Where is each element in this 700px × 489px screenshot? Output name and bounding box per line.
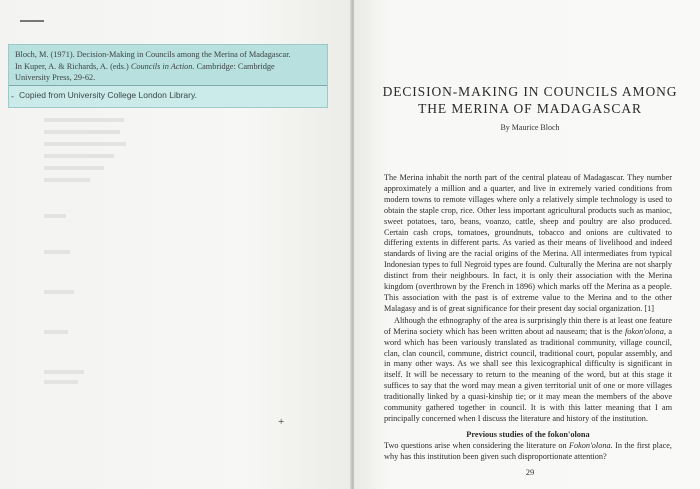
show-through-text: [44, 166, 104, 170]
article-body: [384, 173, 672, 425]
term-fokonolona-2: Fokon'olona.: [568, 441, 613, 450]
show-through-text: [44, 178, 90, 182]
citation-line-1: Bloch, M. (1971). Decision-Making in Councils among the Merina of Madagascar.: [15, 50, 291, 59]
page-number: 29: [525, 467, 535, 477]
dash-mark: -: [11, 91, 14, 101]
show-through-text: [44, 142, 126, 146]
show-through-text: [44, 214, 66, 218]
citation-label: [8, 44, 328, 108]
paragraph-3: [384, 441, 672, 463]
paragraph-3-rest: In the first place, why has this institution been given such disproportionate attention?: [384, 441, 672, 461]
paragraph-2-rest: , a word which has been variously translated as traditional community, village council, clan, clan council, commune, district council, traditional court, popular assembly, and in many other ways. As we shall see this lexicographical difficulty is significant in itself. It will be necessary to return to the meaning of the word, but at this stage it suffices to say that the word may mean a given territorial unit of one or more villages traditionally linked by a quasi-kinship tie; or it may mean the members of the above community gathered together in council. It is with this latter meaning that I am principally concerned when I discuss the literature and history of the institution.: [384, 326, 672, 423]
citation-editors: In Kuper, A. & Richards, A. (eds.): [15, 62, 131, 71]
paragraph-2-start: Although the ethnography of the area is surprisingly thin there is at least one feature of Merina society which has been written about ad nauseam; that is the: [384, 315, 672, 336]
paragraph-3-start: Two questions arise when considering the literature on: [384, 441, 569, 450]
show-through-text: [44, 250, 70, 254]
show-through-text: [44, 380, 78, 384]
show-through-text: [44, 290, 74, 294]
citation-publisher: Cambridge: Cambridge: [194, 62, 275, 71]
show-through-text: [44, 118, 124, 122]
article-byline: By Maurice Bloch: [500, 123, 560, 132]
article-title-line-2: THE MERINA OF MADAGASCAR: [418, 101, 642, 116]
term-fokonolona: fokon'olona: [624, 326, 664, 336]
show-through-text: [44, 130, 120, 134]
article-title-line-1: DECISION-MAKING IN COUNCILS AMONG: [382, 84, 678, 99]
show-through-text: [44, 154, 114, 158]
copied-from-row: [9, 85, 327, 107]
corner-mark: [20, 20, 44, 22]
margin-mark: +: [278, 416, 285, 428]
copied-from-note: Copied from University College London Library.: [19, 90, 197, 100]
show-through-text: [44, 370, 84, 374]
citation-line-2: [15, 62, 275, 71]
section-heading: Previous studies of the fokon'olona: [466, 430, 590, 439]
paragraph-1: The Merina inhabit the north part of the central plateau of Madagascar. They number approximately a million and a quarter, and live in extremely varied conditions from modern towns to remote villages where only a relatively simple technology is used to obtain the staple crop, rice. Other less important agricultural products such as manioc, sweet potatoes, taro, beans, voanzo, cattle, sheep and poultry are also produced. Certain cash crops, tomatoes, groundnuts, tobacco and onions are cultivated to differing extents in different parts. As varied as their means of livelihood and indeed standards of living are the racial origins of the Merina. All intermediates from typical Indonesian types to full Negroid types are found. Culturally the Merina are not sharply distinct from their neighbours. In fact, it is only their association with the Merina kingdom (overthrown by the French in 1896) which marks off the Merina as a people. This association with the past is of extreme value to the Merina and to the other Malagasy and is of great significance for their present day social organization. [1]: [384, 173, 672, 313]
paragraph-2: [384, 316, 672, 425]
citation-book-title: Councils in Action.: [130, 62, 195, 71]
citation-line-3: University Press, 29-62.: [15, 73, 96, 82]
show-through-text: [44, 330, 68, 334]
